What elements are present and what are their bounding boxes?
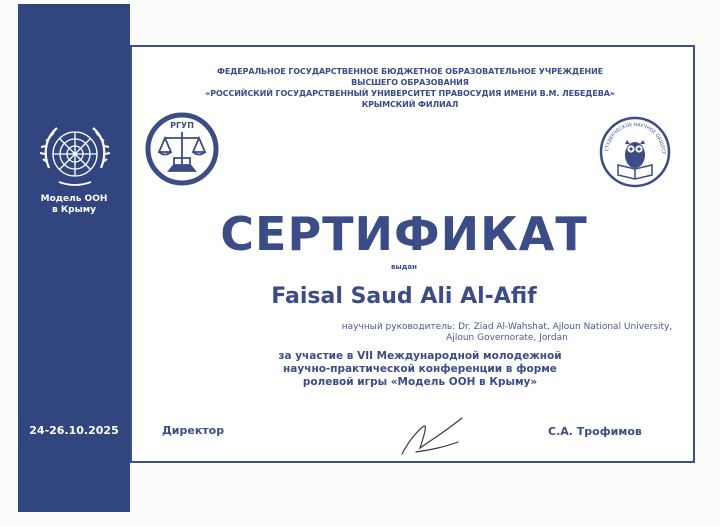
header-line-4: КРЫМСКИЙ ФИЛИАЛ: [361, 100, 459, 109]
header-line-1: ФЕДЕРАЛЬНОЕ ГОСУДАРСТВЕННОЕ БЮДЖЕТНОЕ ОБРАЗОВАТЕЛЬНОЕ УЧРЕЖДЕНИЕ: [217, 67, 603, 76]
sidebar-caption-line2: в Крыму: [52, 205, 96, 215]
owl-book-icon: [596, 113, 674, 191]
supervisor-line: научный руководитель: Dr. Ziad Al-Wahshat, Ajloun National University, Ajloun Governorate, Jordan: [341, 322, 673, 343]
participation-line-1: за участие в VII Международной молодежной: [278, 350, 562, 362]
participation-text: [220, 350, 620, 389]
scales-of-justice-icon: [143, 110, 221, 188]
recipient-name: Faisal Saud Ali Al-Afif: [271, 284, 537, 309]
director-label: Директор: [162, 424, 225, 437]
society-logo-text: СТУДЕНЧЕСКОЕ НАУЧНОЕ ОБЩЕСТ: [605, 122, 666, 155]
sidebar-caption-line1: Модель ООН: [40, 194, 108, 204]
event-date: 24-26.10.2025: [29, 424, 119, 437]
header-line-2: ВЫСШЕГО ОБРАЗОВАНИЯ: [351, 78, 469, 87]
handwritten-signature-icon: [398, 412, 466, 460]
certificate-title: СЕРТИФИКАТ: [220, 207, 588, 261]
rgup-logo-text: РГУП: [170, 121, 194, 130]
issued-label: выдан: [391, 263, 417, 271]
participation-line-3: ролевой игры «Модель ООН в Крыму»: [302, 376, 538, 388]
institution-header: [150, 66, 670, 110]
un-emblem-icon: [37, 118, 113, 194]
participation-line-2: научно-практической конференции в форме: [283, 363, 557, 375]
sidebar-caption: [22, 194, 126, 216]
signatory-name: С.А. Трофимов: [548, 425, 642, 438]
header-line-3: «РОССИЙСКИЙ ГОСУДАРСТВЕННЫЙ УНИВЕРСИТЕТ ПРАВОСУДИЯ ИМЕНИ В.М. ЛЕБЕДЕВА»: [205, 89, 615, 98]
